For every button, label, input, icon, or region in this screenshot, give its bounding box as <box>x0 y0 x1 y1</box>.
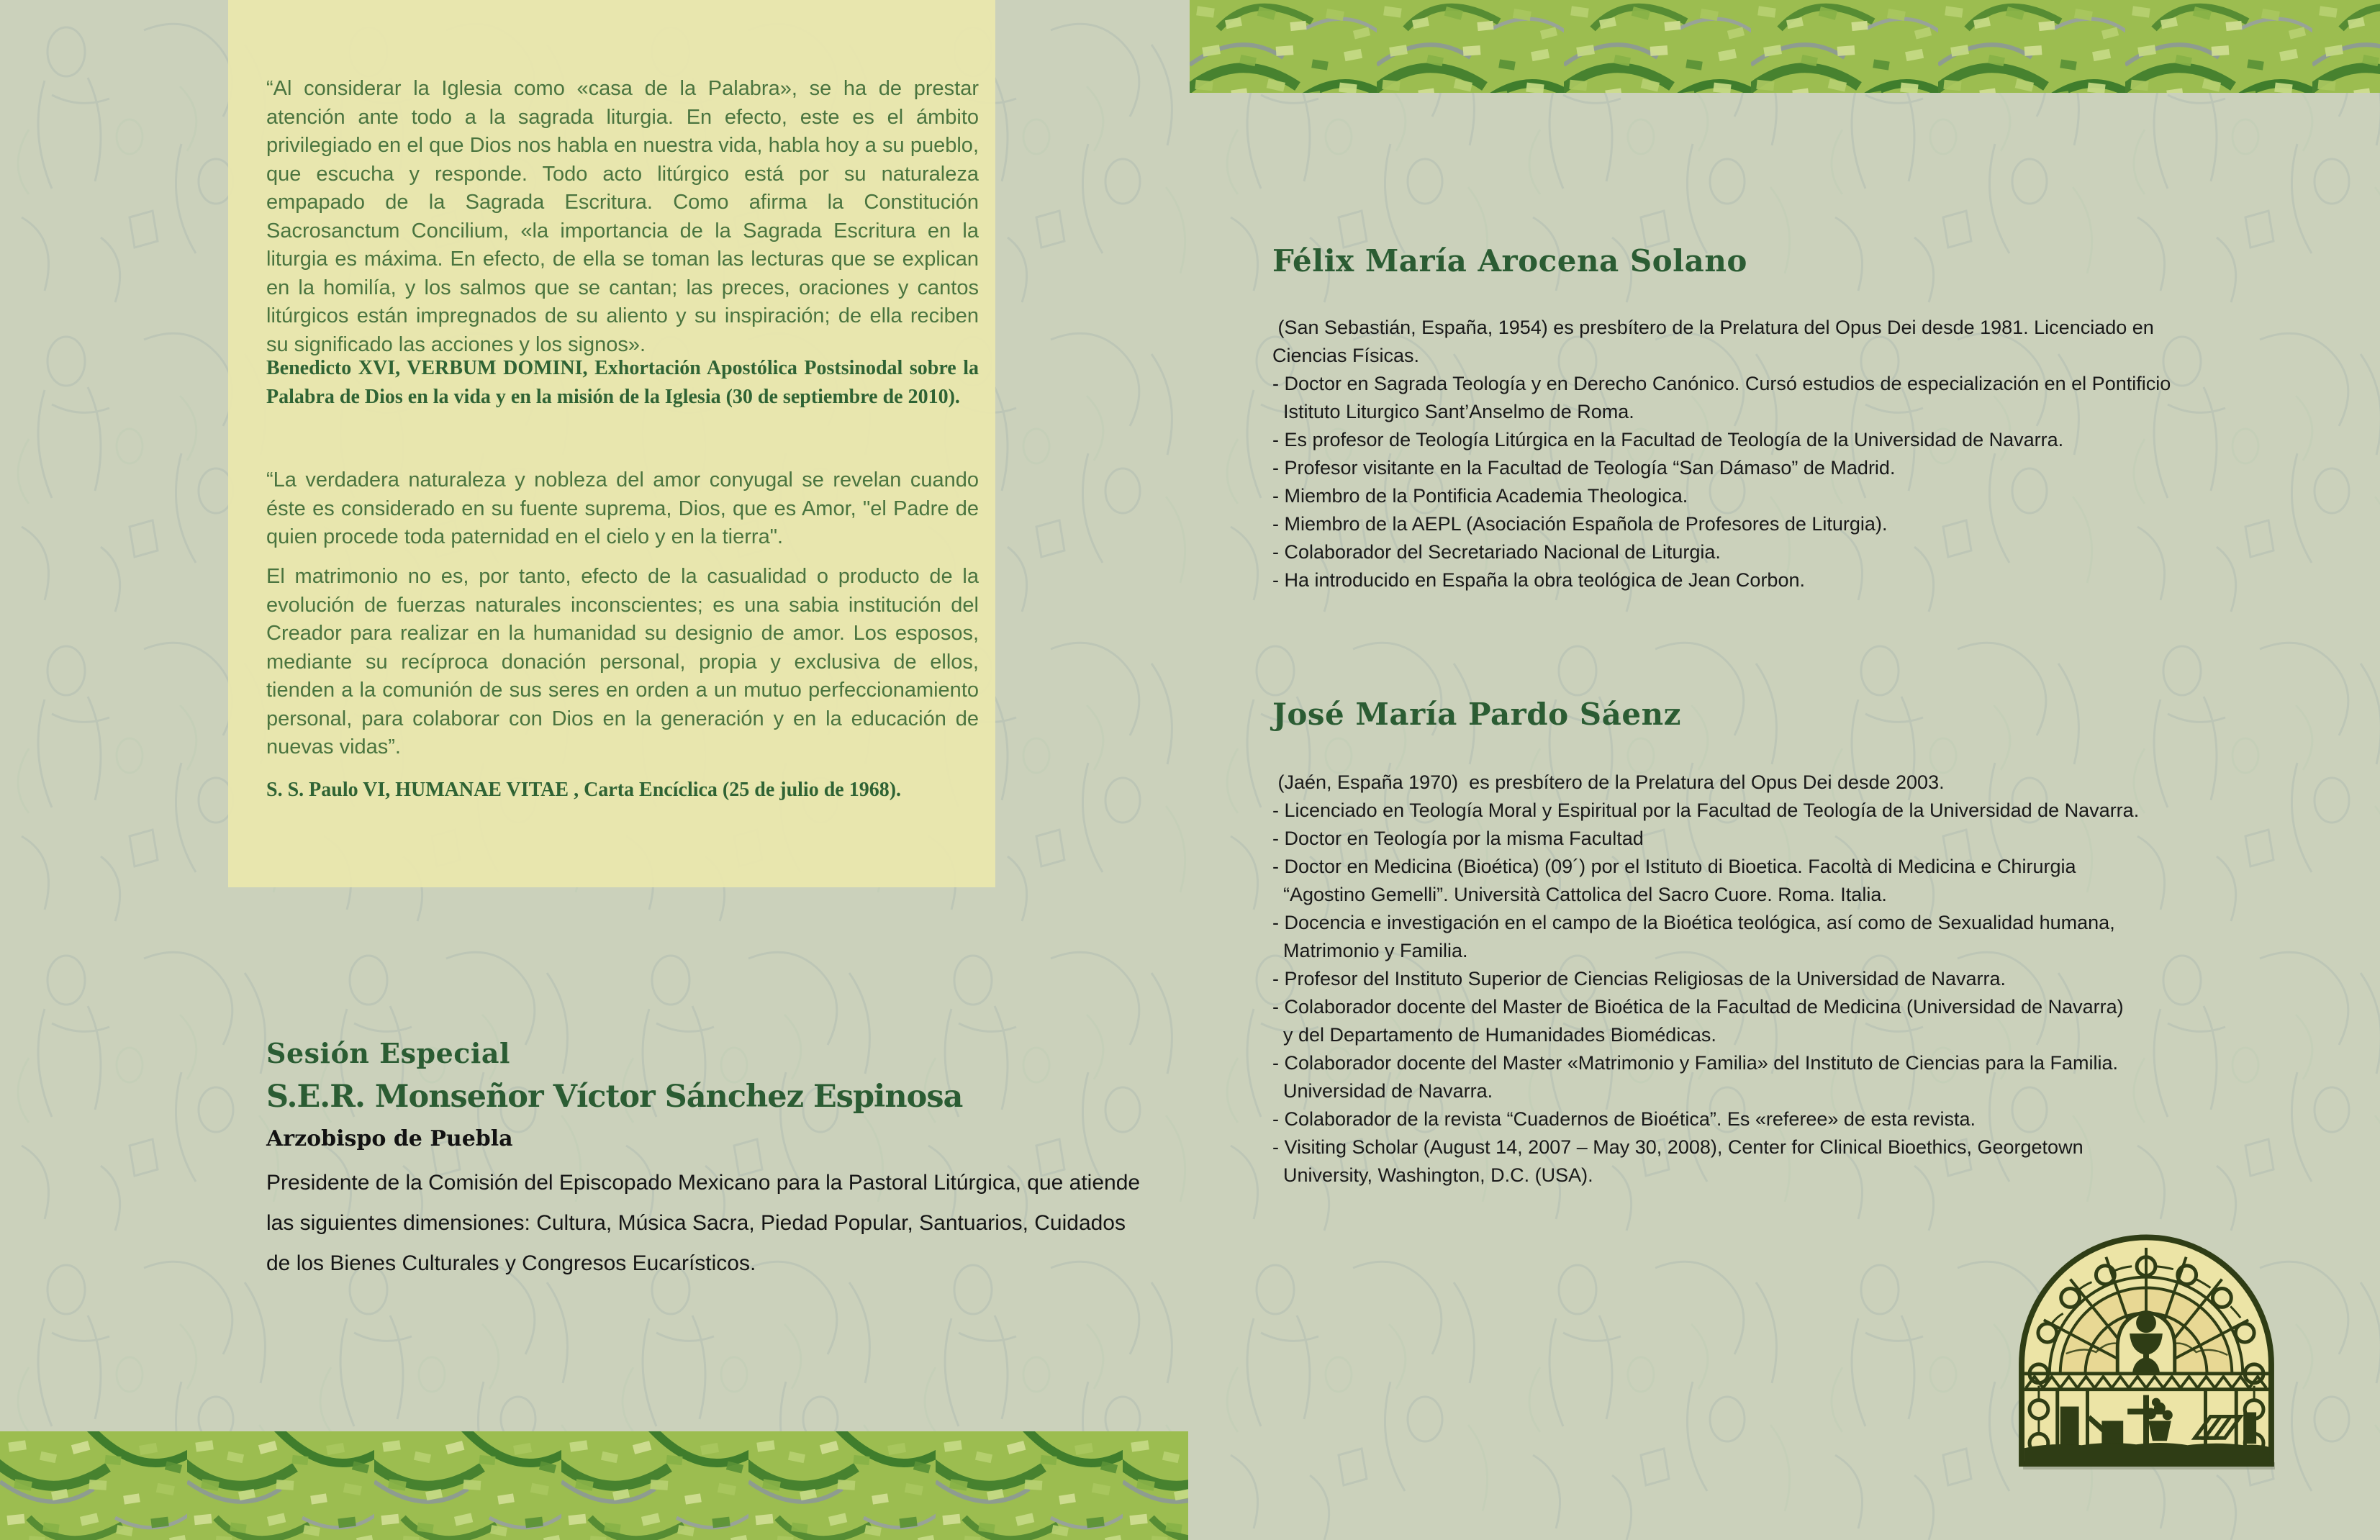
bio2-line: (Jaén, España 1970) es presbítero de la Prelatura del Opus Dei desde 2003. <box>1272 771 1945 793</box>
bio2-line: - Docencia e investigación en el campo de la Bioética teológica, así como de Sexualidad humana, <box>1272 912 2115 933</box>
bio1-details <box>1272 314 2380 594</box>
host-icon <box>2136 1313 2156 1333</box>
bio2-line: - Colaborador de la revista “Cuadernos de Bioética”. Es «referee» de esta revista. <box>1272 1108 1976 1130</box>
bio1-line: Ciencias Físicas. <box>1272 345 1420 366</box>
quote-humanae-vitae-part1: “La verdadera naturaleza y nobleza del amor conyugal se revelan cuando éste es considerado en su fuente suprema, Dios, que es Amor, "el Padre de quien procede toda paternidad en el cielo y en la tierra". <box>266 468 979 548</box>
bio1-line: - Ha introducido en España la obra teológica de Jean Corbon. <box>1272 569 1805 591</box>
foliage-band-bottom <box>0 1431 1188 1540</box>
quote-humanae-vitae-part2: El matrimonio no es, por tanto, efecto de la casualidad o producto de la evolución de fuerzas naturales inconscientes; es una sabia institución del Creador para realizar en la humanidad su designio de amor. Los esposos, mediante su recíproca donación personal, propia y exclusiva de ellos, tienden a la comunión de sus seres en orden a un mutuo perfeccionamiento personal, para colaborar con Dios en la generación y en la educación de nuevas vidas”. <box>266 565 979 758</box>
special-session-block <box>266 1036 1151 1284</box>
bio1-line: - Doctor en Sagrada Teología y en Derecho Canónico. Cursó estudios de especialización en el Pontificio <box>1272 373 2171 394</box>
bio2-line: - Colaborador docente del Master «Matrimonio y Familia» del Instituto de Ciencias para la Familia. <box>1272 1052 2119 1074</box>
bio1-name-heading: Félix María Arocena Solano <box>1272 243 1747 278</box>
bio1-line: (San Sebastián, España, 1954) es presbítero de la Prelatura del Opus Dei desde 1981. Licenciado en <box>1272 317 2154 338</box>
bio2-line: y del Departamento de Humanidades Biomédicas. <box>1272 1024 1716 1046</box>
bio1-line: Istituto Liturgico Sant’Anselmo de Roma. <box>1272 401 1634 422</box>
bio2-line: - Visiting Scholar (August 14, 2007 – May 30, 2008), Center for Clinical Bioethics, Georgetown <box>1272 1136 2083 1158</box>
bio1-line: - Profesor visitante en la Facultad de Teología “San Dámaso” de Madrid. <box>1272 457 1896 479</box>
bio2-line: - Profesor del Instituto Superior de Ciencias Religiosas de la Universidad de Navarra. <box>1272 968 2006 989</box>
session-speaker-description: Presidente de la Comisión del Episcopado Mexicano para la Pastoral Litúrgica, que atiende las siguientes dimensiones: Cultura, Música Sacra, Piedad Popular, Santuarios, Cuidados de los Bienes Culturales y Congresos Eucarísticos. <box>266 1171 1141 1275</box>
bio2-line: Universidad de Navarra. <box>1272 1080 1493 1102</box>
quote-panel <box>228 0 995 887</box>
bio2-details <box>1272 769 2380 1190</box>
chapel-window-illustration <box>2015 1232 2280 1471</box>
session-title: Sesión Especial <box>266 1037 510 1069</box>
bio1-line: - Miembro de la Pontificia Academia Theologica. <box>1272 485 1688 507</box>
bio2-line: - Doctor en Medicina (Bioética) (09´) por el Istituto di Bioetica. Facoltà di Medicina e Chirurgia <box>1272 856 2076 877</box>
session-speaker-name: S.E.R. Monseñor Víctor Sánchez Espinosa <box>266 1079 963 1115</box>
bio1-line: - Miembro de la AEPL (Asociación Española de Profesores de Liturgia). <box>1272 513 1888 535</box>
bio2-line: - Doctor en Teología por la misma Facultad <box>1272 828 1644 849</box>
session-speaker-role: Arzobispo de Puebla <box>266 1126 513 1151</box>
bio2-name-heading: José María Pardo Sáenz <box>1272 697 1681 732</box>
bio2-line: - Colaborador docente del Master de Bioética de la Facultad de Medicina (Universidad de Navarra) <box>1272 996 2124 1018</box>
bio2-line: - Licenciado en Teología Moral y Espiritual por la Facultad de Teología de la Universidad de Navarra. <box>1272 800 2140 821</box>
foliage-band-top <box>1190 0 2380 93</box>
bio2-line: Matrimonio y Familia. <box>1272 940 1468 961</box>
bio2-line: “Agostino Gemelli”. Università Cattolica del Sacro Cuore. Roma. Italia. <box>1272 884 1887 905</box>
quote-attribution-benedicto-xvi: Benedicto XVI, VERBUM DOMINI, Exhortación Apostólica Postsinodal sobre la Palabra de Dios en la vida y en la misión de la Iglesia (30 de septiembre de 2010). <box>266 357 979 408</box>
bio1-line: - Es profesor de Teología Litúrgica en la Facultad de Teología de la Universidad de Navarra. <box>1272 429 2064 450</box>
quote-verbum-domini: “Al considerar la Iglesia como «casa de la Palabra», se ha de prestar atención ante todo a la sagrada liturgia. En efecto, este es el ámbito privilegiado en el que Dios nos habla en nuestra vida, habla hoy a su pueblo, que escucha y responde. Todo acto litúrgico está por su naturaleza empapado de la Sagrada Escritura. Como afirma la Constitución Sacrosanctum Concilium, «la importancia de la Sagrada Escritura en la liturgia es máxima. En efecto, de ella se toman las lecturas que se explican en la homilía, y los salmos que se cantan; las preces, oraciones y cantos litúrgicos están impregnados de su aliento y su inspiración; de ella reciben su significado las acciones y los signos». <box>266 77 979 356</box>
quote-attribution-paulo-vi: S. S. Paulo VI, HUMANAE VITAE , Carta Encíclica (25 de julio de 1968). <box>266 779 902 801</box>
bio2-line: University, Washington, D.C. (USA). <box>1272 1164 1593 1186</box>
bio1-line: - Colaborador del Secretariado Nacional de Liturgia. <box>1272 541 1721 563</box>
